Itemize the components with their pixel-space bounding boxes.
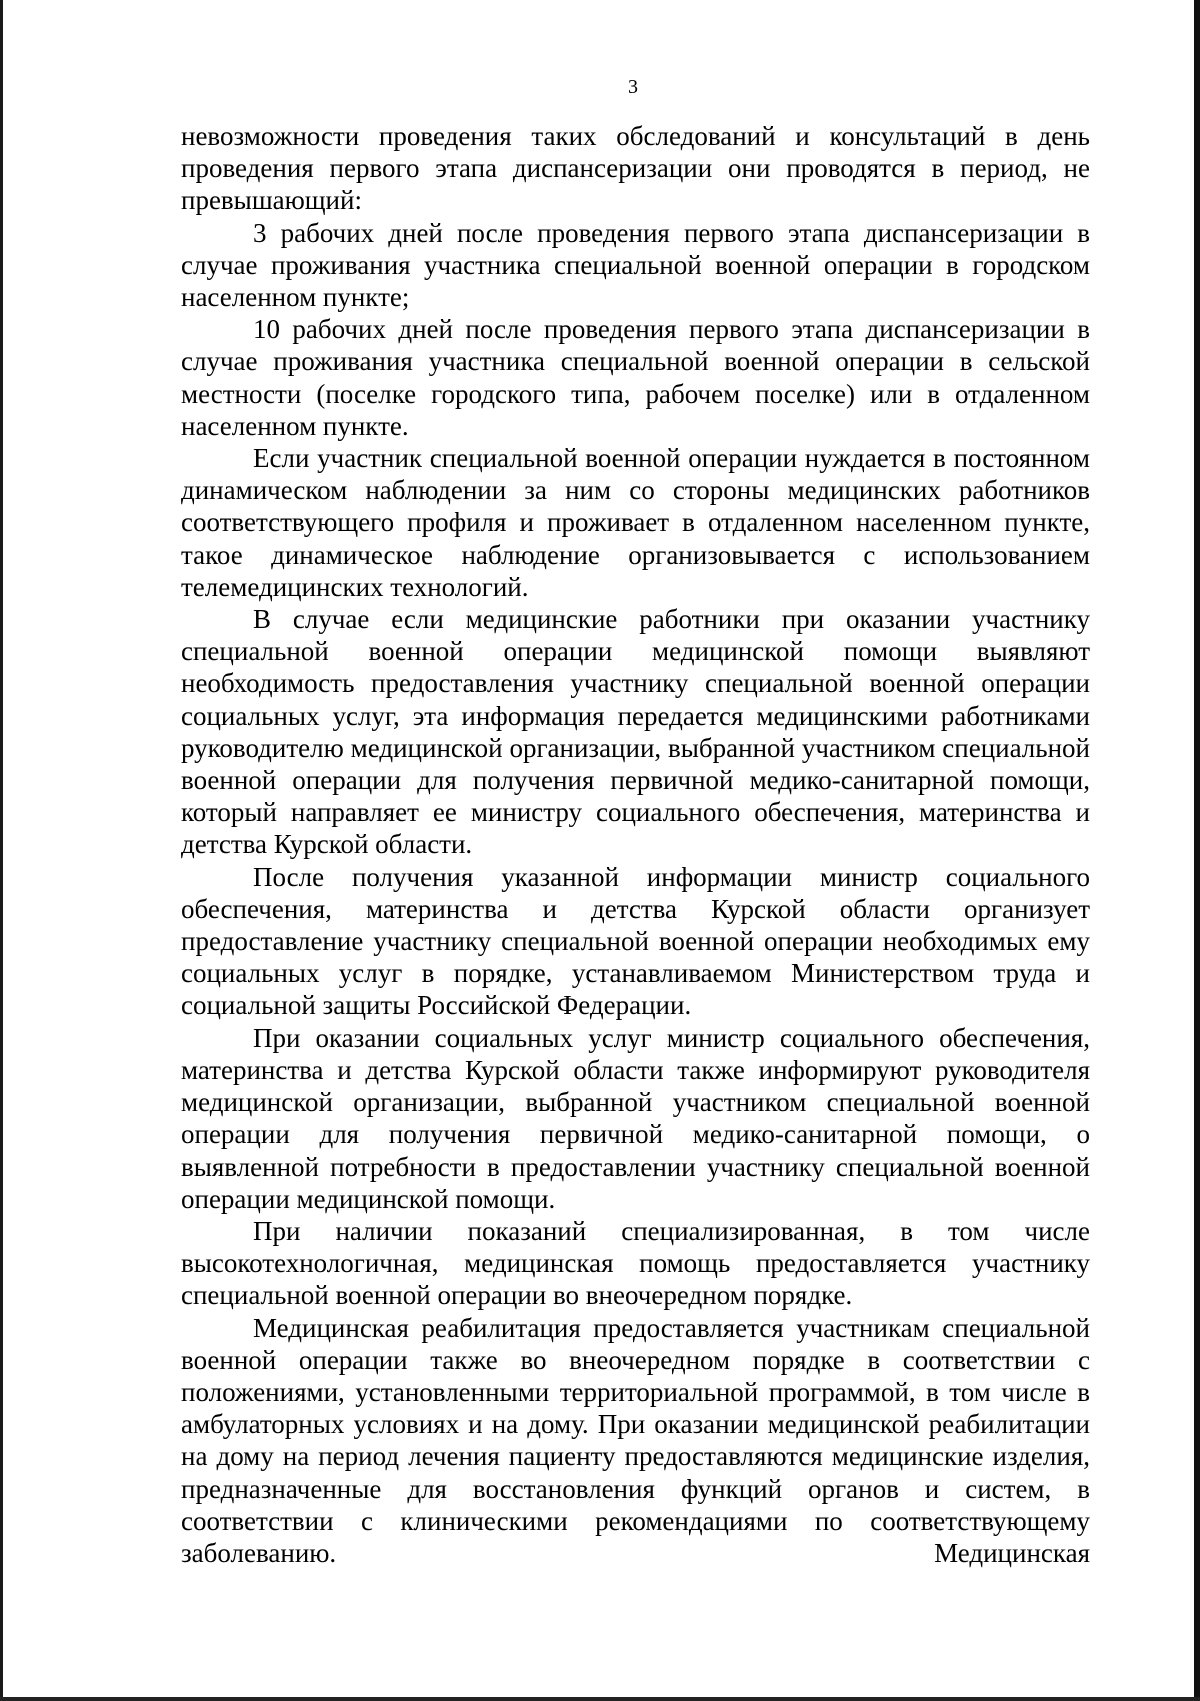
paragraph: При наличии показаний специализированная, в том числе высокотехнологичная, медицинская помощь предоставляется участнику специальной военной операции во внеочередном порядке. bbox=[181, 1215, 1090, 1311]
scan-edge-left bbox=[0, 0, 3, 1701]
scan-edge-right bbox=[1194, 0, 1200, 1701]
paragraph: При оказании социальных услуг министр социального обеспечения, материнства и детства Курской области также информируют руководителя медицинской организации, выбранной участником специальной военной операции для получения первичной медико-санитарной помощи, о выявленной потребности в предоставлении участнику специальной военной операции медицинской помощи. bbox=[181, 1022, 1090, 1214]
paragraph: После получения указанной информации министр социального обеспечения, материнства и детства Курской области организует предоставление участнику специальной военной операции необходимых ему социальных услуг в порядке, устанавливаемом Министерством труда и социальной защиты Российской Федерации. bbox=[181, 861, 1090, 1021]
paragraph: Если участник специальной военной операции нуждается в постоянном динамическом наблюдении за ним со стороны медицинских работников соответствующего профиля и проживает в отдаленном населенном пункте, такое динамическое наблюдение организовывается с использованием телемедицинских технологий. bbox=[181, 443, 1090, 602]
paragraph: Медицинская реабилитация предоставляется участникам специальной военной операции также во внеочередном порядке в соответствии с положениями, установленными территориальной программой, в том числе в амбулаторных условиях и на дому. При оказании медицинской реабилитации на дому на период лечения пациенту предоставляются медицинские изделия, предназначенные для восстановления функций органов и систем, в соответствии с клиническими рекомендациями по соответствующему заболеванию. Медицинская bbox=[181, 1312, 1090, 1568]
paragraph: В случае если медицинские работники при оказании участнику специальной военной операции медицинской помощи выявляют необходимость предоставления участнику специальной военной операции социальных услуг, эта информация передается медицинскими работниками руководителю медицинской организации, выбранной участником специальной военной операции для получения первичной медико-санитарной помощи, который направляет ее министру социального обеспечения, материнства и детства Курской области. bbox=[181, 604, 1090, 860]
paragraph: 3 рабочих дней после проведения первого этапа диспансеризации в случае проживания участника специальной военной операции в городском населенном пункте; bbox=[181, 217, 1090, 313]
page-number: 3 bbox=[628, 76, 638, 98]
paragraph: 10 рабочих дней после проведения первого этапа диспансеризации в случае проживания участника специальной военной операции в сельской местности (поселке городского типа, рабочем поселке) или в отдаленном населенном пункте. bbox=[181, 314, 1090, 441]
scan-edge-bottom bbox=[0, 1697, 1200, 1701]
paragraph: невозможности проведения таких обследований и консультаций в день проведения первого этапа диспансеризации они проводятся в период, не превышающий: bbox=[181, 121, 1090, 216]
document-body bbox=[181, 120, 1090, 1569]
